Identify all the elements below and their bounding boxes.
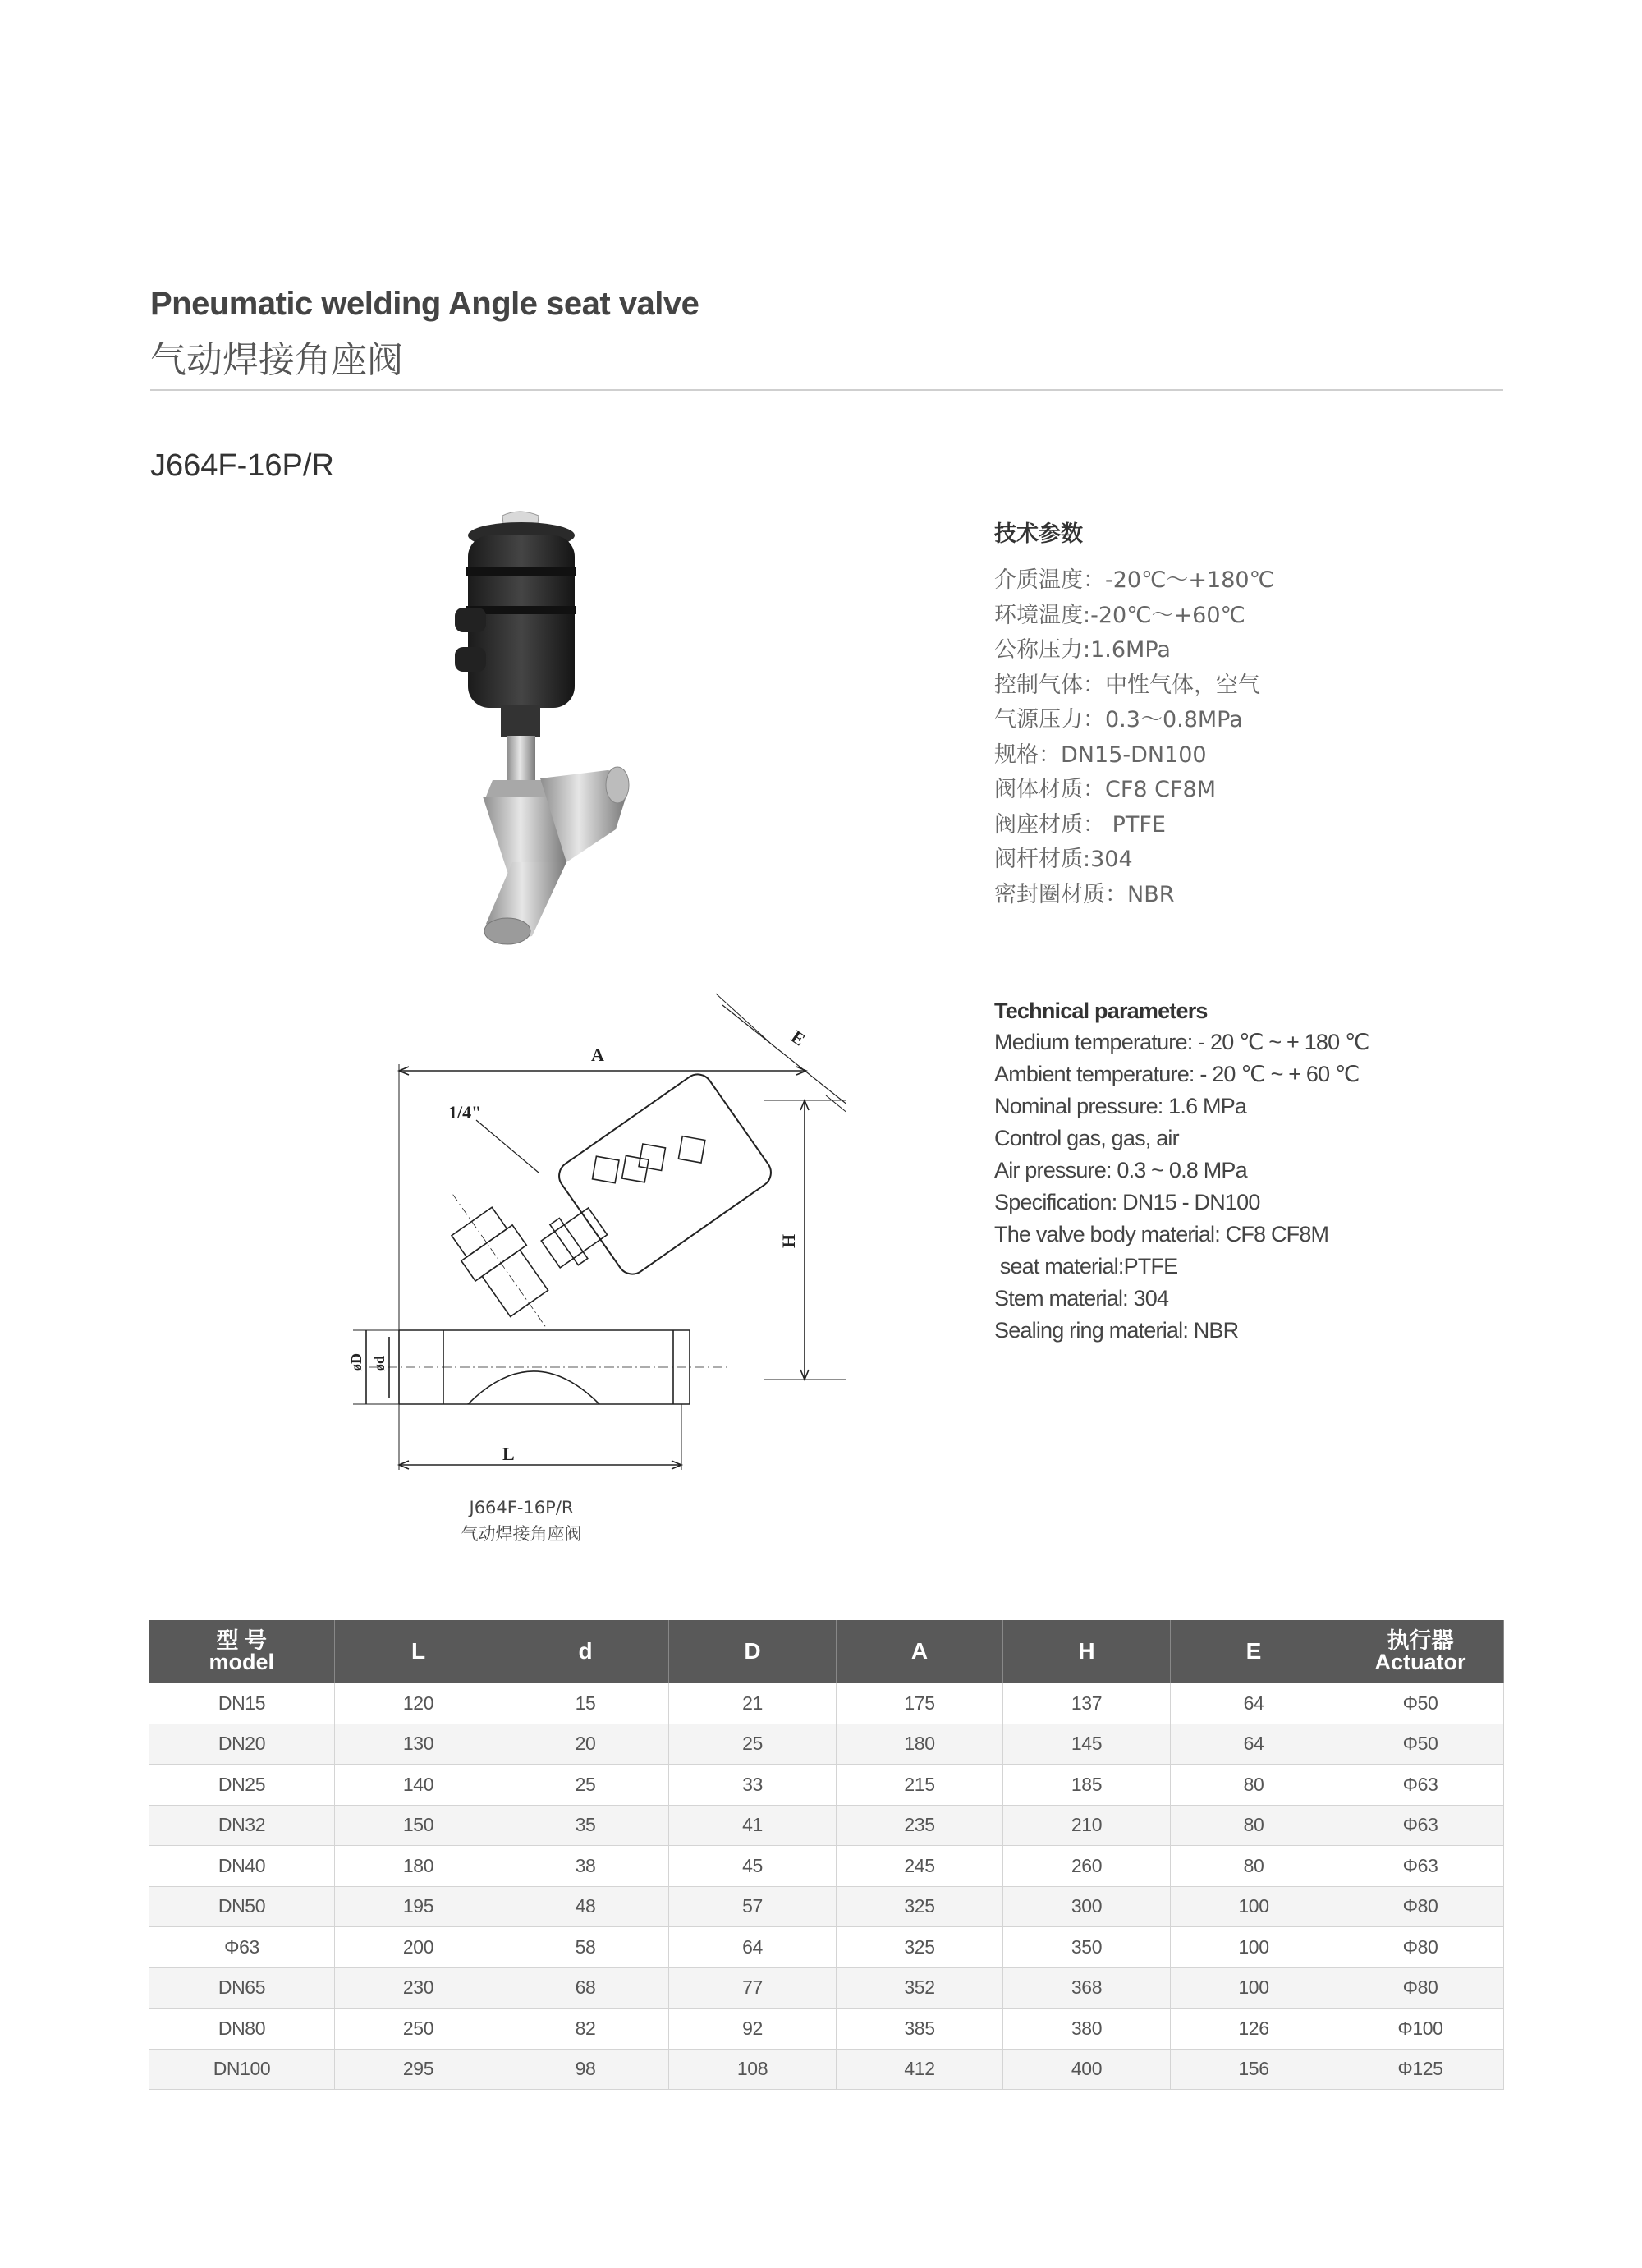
table-row <box>149 1886 1504 1927</box>
table-cell: 325 <box>837 1886 1003 1927</box>
table-cell: Φ80 <box>1337 1967 1504 2009</box>
header-e: E <box>1171 1620 1337 1683</box>
params-en-line: seat material:PTFE <box>994 1254 1178 1279</box>
header-d-inner: d <box>502 1620 669 1683</box>
table-cell: 68 <box>502 1967 669 2009</box>
table-cell: 35 <box>502 1805 669 1846</box>
table-cell: 137 <box>1003 1683 1171 1724</box>
table-row <box>149 1805 1504 1846</box>
model-code: J664F-16P/R <box>150 448 334 483</box>
header-model: 型 号 model <box>149 1620 335 1683</box>
table-cell: 98 <box>502 2049 669 2090</box>
table-cell: 350 <box>1003 1927 1171 1968</box>
table-cell: 64 <box>1171 1683 1337 1724</box>
table-cell: 57 <box>669 1886 837 1927</box>
table-cell: 325 <box>837 1927 1003 1968</box>
table-cell: DN25 <box>149 1765 335 1806</box>
table-cell: 108 <box>669 2049 837 2090</box>
table-cell: 45 <box>669 1846 837 1887</box>
table-row <box>149 1927 1504 1968</box>
table-cell: 180 <box>837 1724 1003 1765</box>
params-en-line: Ambient temperature: - 20 ℃ ~ + 60 ℃ <box>994 1062 1360 1086</box>
table-cell: Φ80 <box>1337 1886 1504 1927</box>
table-cell: 92 <box>669 2009 837 2050</box>
params-en <box>994 995 1536 1347</box>
valve-product-photo <box>443 509 665 961</box>
spec-table <box>149 1620 1504 2090</box>
table-cell: 215 <box>837 1765 1003 1806</box>
table-header-row <box>149 1620 1504 1683</box>
table-cell: Φ63 <box>149 1927 335 1968</box>
table-cell: 235 <box>837 1805 1003 1846</box>
page-title-en: Pneumatic welding Angle seat valve <box>150 286 699 322</box>
valve-technical-drawing <box>320 985 846 1478</box>
table-cell: DN15 <box>149 1683 335 1724</box>
table-cell: DN40 <box>149 1846 335 1887</box>
table-cell: 412 <box>837 2049 1003 2090</box>
table-cell: DN50 <box>149 1886 335 1927</box>
params-en-line: The valve body material: CF8 CF8M <box>994 1222 1329 1246</box>
table-cell: 100 <box>1171 1927 1337 1968</box>
table-cell: 25 <box>502 1765 669 1806</box>
table-cell: 180 <box>335 1846 502 1887</box>
table-cell: 100 <box>1171 1967 1337 2009</box>
caption-model: J664F-16P/R <box>469 1498 574 1517</box>
params-zh-line: 公称压力:1.6MPa <box>994 637 1171 663</box>
params-en-line: Sealing ring material: NBR <box>994 1318 1239 1343</box>
table-cell: 20 <box>502 1724 669 1765</box>
page-title-zh: 气动焊接角座阀 <box>150 339 403 381</box>
table-cell: 33 <box>669 1765 837 1806</box>
table-cell: 185 <box>1003 1765 1171 1806</box>
table-cell: 352 <box>837 1967 1003 2009</box>
table-cell: 385 <box>837 2009 1003 2050</box>
table-cell: 145 <box>1003 1724 1171 1765</box>
params-zh-heading: 技术参数 <box>994 521 1083 547</box>
table-cell: Φ50 <box>1337 1724 1504 1765</box>
drawing-caption <box>378 1494 665 1547</box>
table-cell: 130 <box>335 1724 502 1765</box>
table-cell: 80 <box>1171 1805 1337 1846</box>
table-row <box>149 1846 1504 1887</box>
table-cell: 260 <box>1003 1846 1171 1887</box>
port-size-label: 1/4" <box>448 1102 482 1123</box>
header-actuator: 执行器 Actuator <box>1337 1620 1504 1683</box>
table-cell: Φ125 <box>1337 2049 1504 2090</box>
table-cell: 210 <box>1003 1805 1171 1846</box>
table-cell: Φ50 <box>1337 1683 1504 1724</box>
table-cell: DN32 <box>149 1805 335 1846</box>
table-cell: 48 <box>502 1886 669 1927</box>
table-row <box>149 2009 1504 2050</box>
params-zh-line: 阀杆材质:304 <box>994 847 1133 872</box>
table-row <box>149 2049 1504 2090</box>
params-en-line: Medium temperature: - 20 ℃ ~ + 180 ℃ <box>994 1030 1369 1054</box>
table-cell: 400 <box>1003 2049 1171 2090</box>
table-cell: 58 <box>502 1927 669 1968</box>
params-en-line: Air pressure: 0.3 ~ 0.8 MPa <box>994 1158 1247 1182</box>
table-cell: 80 <box>1171 1846 1337 1887</box>
table-cell: DN20 <box>149 1724 335 1765</box>
params-zh-line: 控制气体：中性气体，空气 <box>994 672 1260 698</box>
table-cell: Φ63 <box>1337 1846 1504 1887</box>
table-cell: Φ63 <box>1337 1805 1504 1846</box>
table-cell: 100 <box>1171 1886 1337 1927</box>
table-cell: 82 <box>502 2009 669 2050</box>
dim-label-inner-diameter: ød <box>371 1355 388 1371</box>
params-en-line: Stem material: 304 <box>994 1286 1169 1311</box>
table-cell: 245 <box>837 1846 1003 1887</box>
table-cell: Φ100 <box>1337 2009 1504 2050</box>
params-zh-line: 规格：DN15-DN100 <box>994 741 1207 768</box>
table-cell: 195 <box>335 1886 502 1927</box>
table-cell: 368 <box>1003 1967 1171 2009</box>
table-cell: 250 <box>335 2009 502 2050</box>
params-en-line: Specification: DN15 - DN100 <box>994 1190 1260 1214</box>
params-zh-line: 环境温度:-20℃～+60℃ <box>994 602 1245 628</box>
table-cell: 380 <box>1003 2009 1171 2050</box>
params-zh-line: 阀体材质：CF8 CF8M <box>994 777 1216 802</box>
caption-name: 气动焊接角座阀 <box>461 1524 582 1544</box>
dim-label-a: A <box>591 1044 604 1065</box>
table-cell: 15 <box>502 1683 669 1724</box>
title-divider <box>150 389 1503 391</box>
header-a: A <box>837 1620 1003 1683</box>
table-cell: DN65 <box>149 1967 335 2009</box>
table-row <box>149 1765 1504 1806</box>
table-cell: 300 <box>1003 1886 1171 1927</box>
table-cell: 64 <box>669 1927 837 1968</box>
table-cell: 156 <box>1171 2049 1337 2090</box>
table-row <box>149 1967 1504 2009</box>
params-zh-line: 密封圈材质：NBR <box>994 881 1175 907</box>
table-cell: 126 <box>1171 2009 1337 2050</box>
table-cell: 120 <box>335 1683 502 1724</box>
header-h: H <box>1003 1620 1171 1683</box>
table-row <box>149 1724 1504 1765</box>
table-cell: DN80 <box>149 2009 335 2050</box>
params-zh-line: 气源压力：0.3～0.8MPa <box>994 707 1243 732</box>
params-zh-line: 阀座材质： PTFE <box>994 811 1166 838</box>
table-cell: 38 <box>502 1846 669 1887</box>
table-body <box>149 1683 1504 2090</box>
table-cell: 25 <box>669 1724 837 1765</box>
table-cell: 175 <box>837 1683 1003 1724</box>
table-cell: 295 <box>335 2049 502 2090</box>
table-cell: 230 <box>335 1967 502 2009</box>
table-cell: 200 <box>335 1927 502 1968</box>
dim-label-l: L <box>502 1444 515 1464</box>
params-zh <box>994 516 1520 912</box>
header-d-outer: D <box>669 1620 837 1683</box>
dim-label-h: H <box>778 1233 799 1248</box>
table-cell: 64 <box>1171 1724 1337 1765</box>
dim-label-outer-diameter: øD <box>348 1353 365 1371</box>
table-row <box>149 1683 1504 1724</box>
table-cell: 41 <box>669 1805 837 1846</box>
header-l: L <box>335 1620 502 1683</box>
table-cell: Φ63 <box>1337 1765 1504 1806</box>
table-cell: 77 <box>669 1967 837 2009</box>
params-en-line: Control gas, gas, air <box>994 1126 1179 1150</box>
table-cell: 140 <box>335 1765 502 1806</box>
params-en-heading: Technical parameters <box>994 999 1208 1023</box>
table-cell: DN100 <box>149 2049 335 2090</box>
table-cell: 21 <box>669 1683 837 1724</box>
table-cell: 80 <box>1171 1765 1337 1806</box>
table-cell: 150 <box>335 1805 502 1846</box>
params-en-line: Nominal pressure: 1.6 MPa <box>994 1094 1247 1118</box>
params-zh-line: 介质温度：-20℃～+180℃ <box>994 567 1274 593</box>
table-cell: Φ80 <box>1337 1927 1504 1968</box>
dim-label-e: E <box>787 1026 810 1050</box>
